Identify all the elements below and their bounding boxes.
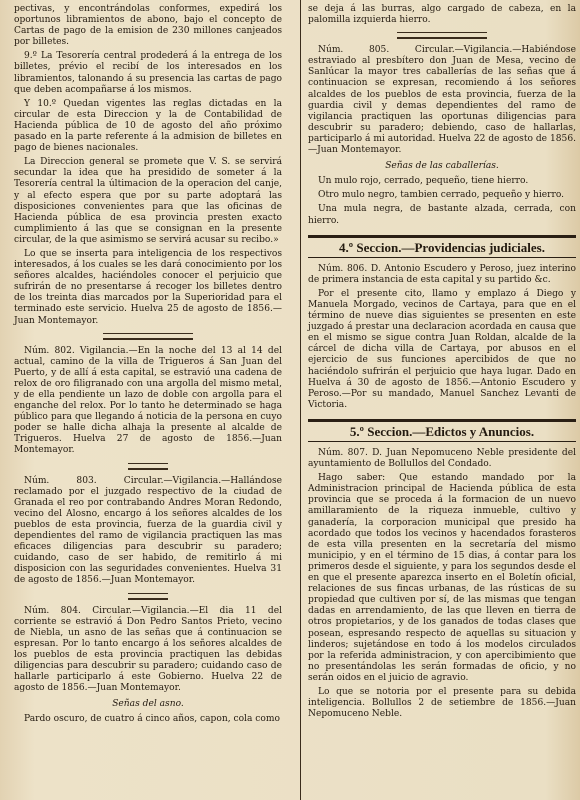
right-column [308, 4, 576, 723]
caballeria-3: Una mula negra, de bastante alzada, cerrada, con hierro. [308, 204, 576, 226]
notice-807-body: Hago saber: Que estando mandado por la Administracion principal de Hacienda pública de esta provincia que se proceda á la formacion de un nuevo amillaramiento de la riqueza inmueble, cultivo y ganadería, la corporacion municipal que presido ha acordado que todos los vecinos y hacendados forasteros de esta villa presenten en la secretaría del mismo municipio, y en el término de 15 dias, á contar para los primeros desde el siguiente, y para los segundos desde el en que el presente aparezca inserto en el Boletín oficial, relaciones de sus fincas urbanas, de las rústicas de su propiedad que cultiven por sí, de las mismas que tengan dadas en arrendamiento, de las que lleven en tierra de otros propietarios, y de los ganados de todas clases que posean, espresando respecto de aquellas su situacion y linderos; sujetándose en todo á los modelos circulados por la referida administracion, y con apercibimiento que no presentándolas les serán formadas de oficio, y no serán oidos en el juicio de agravio. [308, 473, 576, 683]
paragraph-continuation: se deja á las burras, algo cargado de cabeza, en la palomilla izquierda hierro. [308, 4, 576, 26]
notice-807-closing: Lo que se notoria por el presente para su debida inteligencia. Bollullos 2 de setiembre de 1856.—Juan Nepomuceno Neble. [308, 686, 576, 720]
notice-806-body: Por el presente cito, llamo y emplazo á Diego y Manuela Morgado, vecinos de Cartaya, para que en el término de nueve dias siguientes se presenten en este juzgado á prestar una declaracion acordada en causa que en el mismo se sigue contra Juan Roldan, alcalde de la cárcel de dicha villa de Cartaya, por abusos en el ejercicio de sus funciones apercibidos de que no haciéndolo sufrirán el perjuicio que haya lugar. Dado en Huelva á 30 de agosto de 1856.—Antonio Escudero y Peroso.—Por su mandado, Manuel Sanchez Levanti de Victoria. [308, 288, 576, 410]
notice-802: Núm. 802. Vigilancia.—En la noche del 13 al 14 del actual, camino de la villa de Trigueros á San Juan del Puerto, y de allí á esta capital, se estravió una cadena de relox de oro filigranado con una argolla del mismo metal, y de ella pendiente un lazo de doble con argolla para el enganche del relox. Por lo tanto he determinado se haga público para que llegando á noticia de la persona en cuyo poder se halle dicha alhaja la presente al alcalde de Trigueros. Huelva 27 de agosto de 1856.—Juan Montemayor. [14, 345, 282, 456]
heading-senas-caballerias: Señas de las caballerías. [385, 161, 499, 172]
divider-ornament [128, 593, 168, 600]
paragraph-senas-asno: Pardo oscuro, de cuatro á cinco años, capon, cola como [24, 714, 280, 725]
divider-ornament [103, 333, 193, 340]
notice-804: Núm. 804. Circular.—Vigilancia.—El dia 11 del corriente se estravió á Don Pedro Santos Prieto, vecino de Niebla, un asno de las señas que á continuacion se espresan. Por lo tanto encargo á los señores alcaldes de los pueblos de esta provincia practiquen las debidas diligencias para descubrir su paradero; cuidando caso de hallarle participarlo á este Gobierno. Huelva 22 de agosto de 1856.—Juan Montemayor. [14, 605, 282, 694]
notice-803: Núm. 803. Circular.—Vigilancia.—Hallándose reclamado por el juzgado respectivo de la ciudad de Granada el reo por contrabando Andres Moran Redondo, vecino del Alosno, encargo á los señores alcaldes de los pueblos de esta provincia, fuerza de la guardia civil y dependientes del ramo de vigilancia practiquen las mas eficaces diligencias para descubrir su paradero; cuidando, caso de ser habido, de remitirlo á mi disposicion con las seguridades convenientes. Huelva 31 de agosto de 1856.—Juan Montemayor. [14, 475, 282, 586]
divider-ornament [128, 463, 168, 470]
caballeria-2: Otro mulo negro, tambien cerrado, pequeño y hierro. [318, 190, 565, 201]
divider-ornament [397, 32, 487, 39]
heading-senas-asno: Señas del asno. [112, 699, 184, 710]
section-heading-4: 4.º Seccion.—Providencias judiciales. [308, 235, 576, 258]
section-heading-5: 5.º Seccion.—Edictos y Anuncios. [308, 419, 576, 442]
paragraph-rule-10: Y 10.º Quedan vigentes las reglas dictadas en la circular de esta Direccion y la de Contabilidad de Hacienda pública de 10 de agosto del año próximo pasado en la parte referente á la admision de billetes en pago de bienes nacionales. [14, 98, 282, 154]
notice-806: Núm. 806. D. Antonio Escudero y Peroso, juez interino de primera instancia de esta capital y su partido &c. [308, 263, 576, 285]
caballeria-1: Un mulo rojo, cerrado, pequeño, tiene hierro. [318, 176, 529, 187]
notice-805: Núm. 805. Circular.—Vigilancia.—Habiéndose estraviado al presbítero don Juan de Mesa, vecino de Sanlúcar la mayor tres caballerías de las señas que á continuacion se expresan, recomiendo á los señores alcaldes de los pueblos de esta provincia, fuerza de la guardia civil y demas dependientes del ramo de vigilancia practiquen las oportunas diligencias para descubrir su paradero; debiendo, caso de hallarlas, participarlo á mi autoridad. Huelva 22 de agosto de 1856.—Juan Montemayor. [308, 45, 576, 156]
paragraph-inserta: Lo que se inserta para inteligencia de los respectivos interesados, á los cuales se les dará conocimiento por los señores alcaldes, haciéndoles conocer el perjuicio que sufrirán de no presentarse á recoger los billetes dentro de los treinta dias marcados por la Superioridad para el terminado este servicio. Huelva 25 de agosto de 1856.—Juan Montemayor. [14, 248, 282, 326]
left-column [14, 4, 282, 728]
column-rule [300, 0, 301, 800]
paragraph-direccion-general: La Direccion general se promete que V. S. se servirá secundar la idea que ha presidido de someter á la Tesorería central la últimacion de la operacion del canje, y al efecto espera que por su parte adoptará las disposiciones convenientes para que las oficinas de Hacienda pública de esa provincia presten exacto cumplimiento á las que se consignan en la presente circular, de la que asimismo se servirá acusar su recibo.» [14, 157, 282, 245]
paragraph-libramientos: pectivas, y encontrándolas conformes, expedirá los oportunos libramientos de abono, bajo el concepto de Cartas de pago de la emision de 230 millones canjeados por billetes. [14, 4, 282, 48]
paragraph-rule-9: 9.º La Tesorería central prodederá á la entrega de los billetes, prévio el recibí de los interesados en los libramientos, talonando á su presencia las cartas de pago que deben acompañarse á los mismos. [14, 51, 282, 95]
notice-807: Núm. 807. D. Juan Nepomuceno Neble presidente del ayuntamiento de Bollullos del Condado. [308, 448, 576, 470]
